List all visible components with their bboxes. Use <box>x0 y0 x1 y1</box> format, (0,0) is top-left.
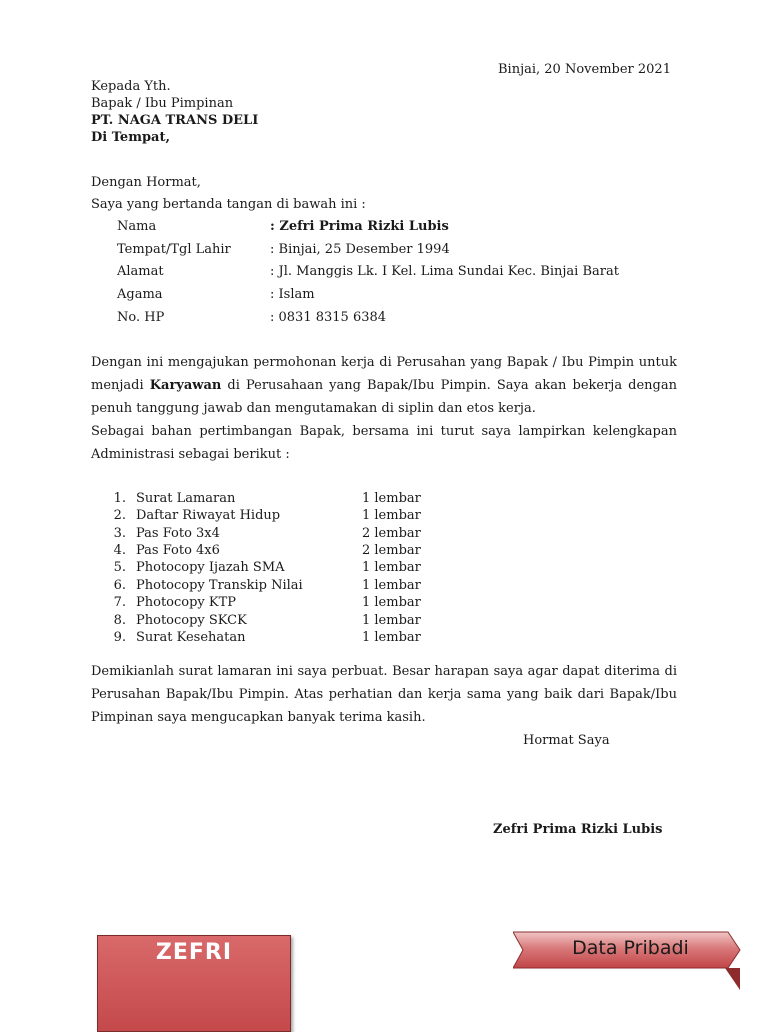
body-paragraph-1 <box>91 351 677 420</box>
name-banner-label: ZEFRI <box>155 940 233 965</box>
item-quantity: 1 lembar <box>362 578 421 593</box>
item-quantity: 1 lembar <box>362 613 421 628</box>
item-quantity: 1 lembar <box>362 491 421 506</box>
item-quantity: 1 lembar <box>362 508 421 523</box>
info-value: : Zefri Prima Rizki Lubis <box>270 219 449 234</box>
item-quantity: 1 lembar <box>362 630 421 645</box>
info-value: : Islam <box>270 287 315 302</box>
place-date: Binjai, 20 November 2021 <box>498 62 671 77</box>
closing-paragraph: Demikianlah surat lamaran ini saya perbuat. Besar harapan saya agar dapat diterima di Perusahan Bapak/Ibu Pimpin. Atas perhatian dan kerja sama yang baik dari Bapak/Ibu Pimpinan saya mengucapkan banyak terima kasih. <box>91 664 677 725</box>
item-name: Photocopy SKCK <box>136 613 247 628</box>
item-number: 9. <box>113 630 126 645</box>
item-number: 4. <box>113 543 126 558</box>
name-banner <box>97 935 291 1032</box>
recipient-line1: Kepada Yth. <box>91 79 171 94</box>
recipient-company: PT. NAGA TRANS DELI <box>91 113 259 128</box>
body-paragraph-2: Sebagai bahan pertimbangan Bapak, bersama ini turut saya lampirkan kelengkapan Administrasi sebagai berikut : <box>91 424 677 462</box>
info-label: No. HP <box>117 310 165 325</box>
item-name: Surat Kesehatan <box>136 630 246 645</box>
signature-name: Zefri Prima Rizki Lubis <box>493 822 663 837</box>
item-name: Photocopy Transkip Nilai <box>136 578 303 593</box>
item-name: Photocopy KTP <box>136 595 237 610</box>
data-pribadi-banner <box>513 930 758 990</box>
item-name: Pas Foto 3x4 <box>136 526 220 541</box>
item-quantity: 2 lembar <box>362 526 421 541</box>
item-number: 8. <box>113 613 126 628</box>
data-pribadi-label: Data Pribadi <box>572 937 689 959</box>
item-number: 3. <box>113 526 126 541</box>
intro-text: Saya yang bertanda tangan di bawah ini : <box>91 197 366 212</box>
info-label: Alamat <box>117 264 164 279</box>
item-number: 2. <box>113 508 126 523</box>
info-value: : Binjai, 25 Desember 1994 <box>270 242 450 257</box>
item-number: 7. <box>113 595 126 610</box>
body1-emphasis: Karyawan <box>149 378 222 393</box>
info-label: Nama <box>117 219 157 234</box>
recipient-location: Di Tempat, <box>91 130 170 145</box>
info-value: : Jl. Manggis Lk. I Kel. Lima Sundai Kec. Binjai Barat <box>270 264 619 279</box>
body1-pre: Dengan ini mengajukan permohonan kerja di Perusahan yang Bapak / Ibu Pimpin untuk menjadi <box>91 355 677 393</box>
greeting: Dengan Hormat, <box>91 175 201 190</box>
item-name: Surat Lamaran <box>136 491 236 506</box>
info-value: : 0831 8315 6384 <box>270 310 387 325</box>
item-number: 5. <box>113 560 126 575</box>
item-name: Photocopy Ijazah SMA <box>136 560 285 575</box>
item-quantity: 2 lembar <box>362 543 421 558</box>
info-label: Tempat/Tgl Lahir <box>117 242 231 257</box>
item-number: 6. <box>113 578 126 593</box>
recipient-line2: Bapak / Ibu Pimpinan <box>91 96 234 111</box>
regards-text: Hormat Saya <box>523 733 610 748</box>
body1-post: di Perusahaan yang Bapak/Ibu Pimpin. Saya akan bekerja dengan penuh tanggung jawab dan mengutamakan di siplin dan etos kerja. <box>91 378 677 416</box>
item-quantity: 1 lembar <box>362 560 421 575</box>
item-name: Pas Foto 4x6 <box>136 543 220 558</box>
info-label: Agama <box>117 287 163 302</box>
item-quantity: 1 lembar <box>362 595 421 610</box>
item-name: Daftar Riwayat Hidup <box>136 508 281 523</box>
item-number: 1. <box>113 491 126 506</box>
